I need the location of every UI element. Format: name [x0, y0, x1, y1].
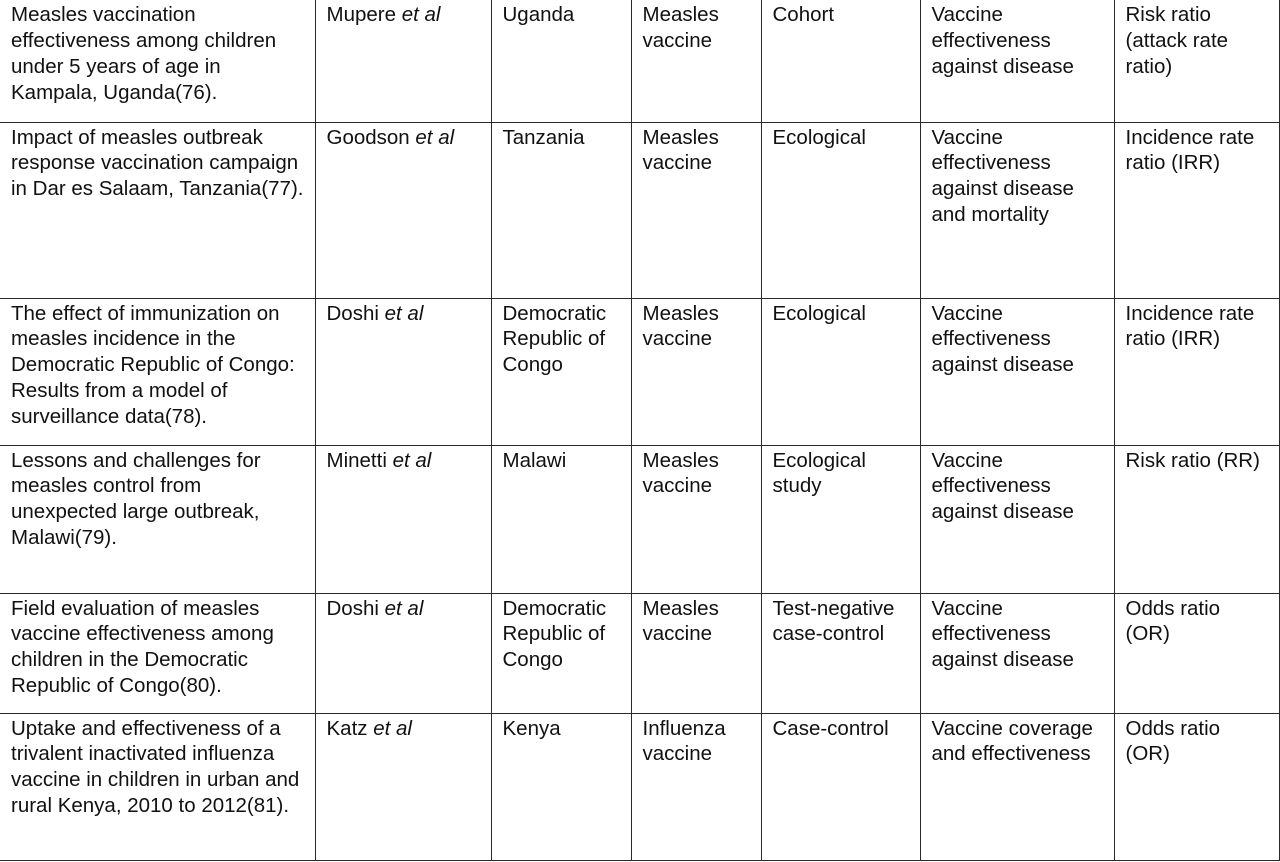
- author-cell: [315, 713, 491, 860]
- author-cell: [315, 593, 491, 713]
- author-name: Doshi: [326, 596, 379, 620]
- et-al-text: et al: [373, 716, 412, 740]
- vaccine-cell: Measles vaccine: [631, 298, 761, 445]
- table-row: [0, 122, 1279, 298]
- outcome-cell: Vaccine effectiveness against disease and mortality: [920, 122, 1114, 298]
- table-row: [0, 0, 1279, 122]
- study-title-cell: Impact of measles outbreak response vaccination campaign in Dar es Salaam, Tanzania(77).: [0, 122, 315, 298]
- vaccine-cell: Influenza vaccine: [631, 713, 761, 860]
- country-cell: Malawi: [491, 445, 631, 593]
- author-name: Mupere: [326, 3, 397, 26]
- author-name: Doshi: [326, 301, 379, 325]
- study-design-cell: Cohort: [761, 0, 920, 122]
- study-title-cell: Measles vaccination effectiveness among children under 5 years of age in Kampala, Uganda(76).: [0, 0, 315, 122]
- table-row: [0, 445, 1279, 593]
- study-title-cell: Lessons and challenges for measles control from unexpected large outbreak, Malawi(79).: [0, 445, 315, 593]
- study-title-cell: Uptake and effectiveness of a trivalent inactivated influenza vaccine in children in urban and rural Kenya, 2010 to 2012(81).: [0, 713, 315, 860]
- outcome-cell: Vaccine effectiveness against disease: [920, 445, 1114, 593]
- study-design-cell: Ecological: [761, 122, 920, 298]
- country-cell: Uganda: [491, 0, 631, 122]
- author-name: Minetti: [326, 448, 387, 472]
- country-cell: Democratic Republic of Congo: [491, 593, 631, 713]
- study-design-cell: Ecological: [761, 298, 920, 445]
- vaccine-cell: Measles vaccine: [631, 445, 761, 593]
- author-cell: [315, 298, 491, 445]
- et-al-text: et al: [401, 3, 441, 26]
- et-al-text: et al: [415, 125, 455, 149]
- et-al-text: et al: [384, 596, 424, 620]
- table-row: [0, 593, 1279, 713]
- table-row: [0, 298, 1279, 445]
- author-cell: [315, 0, 491, 122]
- effect-measure-cell: Risk ratio (attack rate ratio): [1114, 0, 1279, 122]
- author-name: Katz: [326, 716, 368, 740]
- outcome-cell: Vaccine effectiveness against disease: [920, 298, 1114, 445]
- vaccine-cell: Measles vaccine: [631, 593, 761, 713]
- study-design-cell: Case-control: [761, 713, 920, 860]
- vaccine-cell: Measles vaccine: [631, 122, 761, 298]
- author-cell: [315, 445, 491, 593]
- outcome-cell: Vaccine coverage and effectiveness: [920, 713, 1114, 860]
- et-al-text: et al: [392, 448, 432, 472]
- country-cell: Democratic Republic of Congo: [491, 298, 631, 445]
- vaccine-cell: Measles vaccine: [631, 0, 761, 122]
- effect-measure-cell: Odds ratio (OR): [1114, 593, 1279, 713]
- effect-measure-cell: Odds ratio (OR): [1114, 713, 1279, 860]
- country-cell: Kenya: [491, 713, 631, 860]
- study-design-cell: Ecological study: [761, 445, 920, 593]
- study-title-cell: Field evaluation of measles vaccine effectiveness among children in the Democratic Republic of Congo(80).: [0, 593, 315, 713]
- author-cell: [315, 122, 491, 298]
- table-row: [0, 713, 1279, 860]
- country-cell: Tanzania: [491, 122, 631, 298]
- study-title-cell: The effect of immunization on measles incidence in the Democratic Republic of Congo: Results from a model of surveillance data(78).: [0, 298, 315, 445]
- author-name: Goodson: [326, 125, 410, 149]
- effect-measure-cell: Incidence rate ratio (IRR): [1114, 122, 1279, 298]
- outcome-cell: Vaccine effectiveness against disease: [920, 593, 1114, 713]
- study-design-cell: Test-negative case-control: [761, 593, 920, 713]
- effect-measure-cell: Incidence rate ratio (IRR): [1114, 298, 1279, 445]
- effect-measure-cell: Risk ratio (RR): [1114, 445, 1279, 593]
- outcome-cell: Vaccine effectiveness against disease: [920, 0, 1114, 122]
- et-al-text: et al: [384, 301, 424, 325]
